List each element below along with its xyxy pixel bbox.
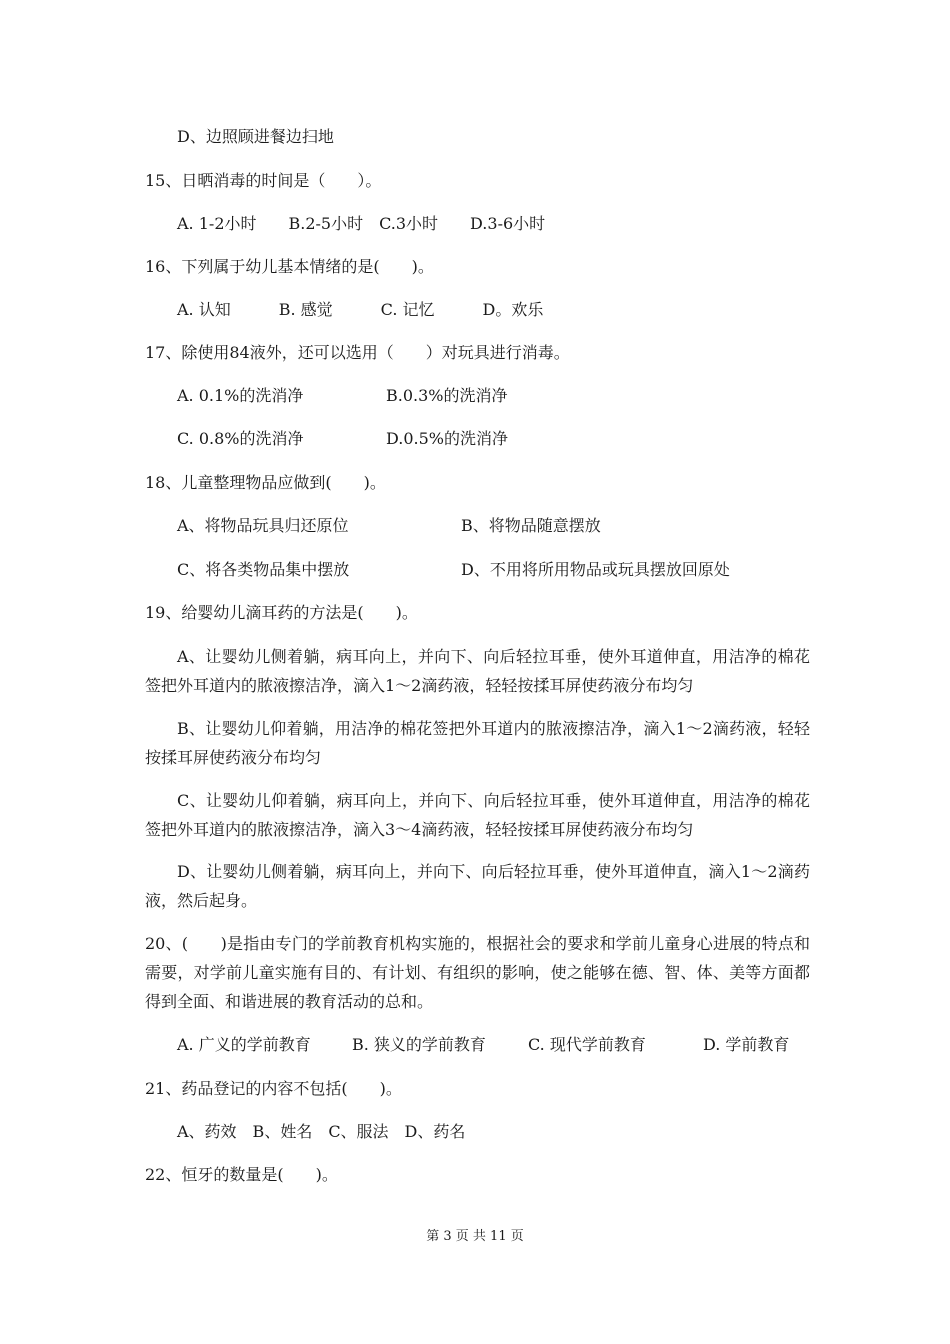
- q20-option-b: B. 狭义的学前教育: [352, 1035, 486, 1054]
- q18-option-a: A、将物品玩具归还原位: [177, 516, 349, 535]
- q17-option-b: B.0.3%的洗消净: [386, 386, 508, 405]
- q20-option-c: C. 现代学前教育: [528, 1035, 646, 1054]
- q21-question: 21、药品登记的内容不包括( )。: [145, 1079, 402, 1098]
- q20-question: 20、( )是指由专门的学前教育机构实施的，根据社会的要求和学前儿童身心进展的特点和需要，对学前儿童实施有目的、有计划、有组织的影响，使之能够在德、智、体、美等方面都得到全面、和谐进展的教育活动的总和。: [145, 934, 810, 1011]
- page-footer: 第 3 页 共 11 页: [426, 1229, 524, 1244]
- q14-option-d: D、边照顾进餐边扫地: [177, 127, 334, 146]
- q22-question: 22、恒牙的数量是( )。: [145, 1165, 338, 1184]
- q19-option-a: A、让婴幼儿侧着躺，病耳向上，并向下、向后轻拉耳垂，使外耳道伸直，用洁净的棉花签把外耳道内的脓液擦洁净，滴入1～2滴药液，轻轻按揉耳屏使药液分布均匀: [145, 647, 810, 695]
- q19-option-d: D、让婴幼儿侧着躺，病耳向上，并向下、向后轻拉耳垂，使外耳道伸直，滴入1～2滴药液，然后起身。: [145, 862, 810, 910]
- q21-options: A、药效 B、姓名 C、服法 D、药名: [177, 1122, 466, 1141]
- q17-option-a: A. 0.1%的洗消净: [177, 386, 304, 405]
- q18-option-c: C、将各类物品集中摆放: [177, 560, 350, 579]
- q19-question: 19、给婴幼儿滴耳药的方法是( )。: [145, 603, 418, 622]
- q16-question: 16、下列属于幼儿基本情绪的是( )。: [145, 257, 434, 276]
- q17-question: 17、除使用84液外，还可以选用（ ）对玩具进行消毒。: [145, 343, 570, 362]
- q15-options: A. 1-2小时 B.2-5小时 C.3小时 D.3-6小时: [177, 214, 546, 233]
- q18-option-d: D、不用将所用物品或玩具摆放回原处: [461, 560, 730, 579]
- q17-option-d: D.0.5%的洗消净: [386, 429, 508, 448]
- q20-option-a: A. 广义的学前教育: [177, 1035, 311, 1054]
- q16-options: A. 认知 B. 感觉 C. 记忆 D。欢乐: [177, 300, 544, 319]
- q18-question: 18、儿童整理物品应做到( )。: [145, 473, 386, 492]
- q17-option-c: C. 0.8%的洗消净: [177, 429, 304, 448]
- q18-option-b: B、将物品随意摆放: [461, 516, 601, 535]
- q19-option-c: C、让婴幼儿仰着躺，病耳向上，并向下、向后轻拉耳垂，使外耳道伸直，用洁净的棉花签把外耳道内的脓液擦洁净，滴入3～4滴药液，轻轻按揉耳屏使药液分布均匀: [145, 791, 810, 839]
- q19-option-b: B、让婴幼儿仰着躺，用洁净的棉花签把外耳道内的脓液擦洁净，滴入1～2滴药液，轻轻按揉耳屏使药液分布均匀: [145, 719, 810, 767]
- q20-option-d: D. 学前教育: [703, 1035, 790, 1054]
- q15-question: 15、日晒消毒的时间是（ ）。: [145, 171, 382, 190]
